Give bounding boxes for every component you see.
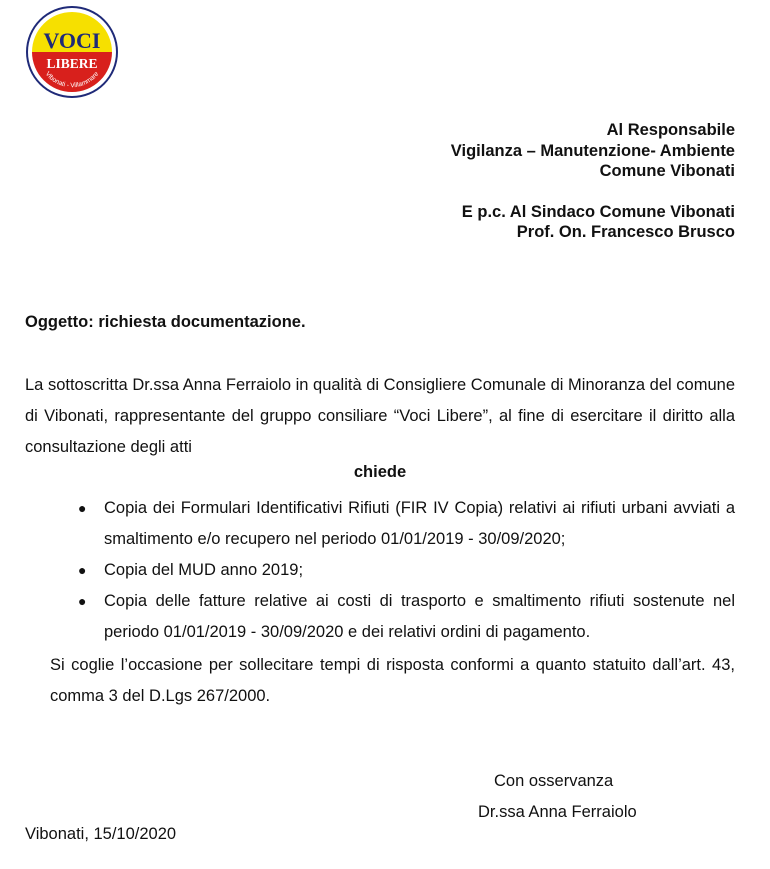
recipient-line: Al Responsabile [606,121,735,139]
logo-word-voci: VOCI [43,28,101,53]
logo-ring-text: Vibonati - Villammare [43,70,101,90]
subject-line: Oggetto: richiesta documentazione. [25,313,306,331]
cc-line: E p.c. Al Sindaco Comune Vibonati [461,202,735,221]
signature-name: Dr.ssa Anna Ferraiolo [478,803,637,821]
logo-emblem [24,6,120,98]
request-word: chiede [353,463,407,481]
bullet-icon: ● [78,593,87,609]
recipient-line: Vigilanza – Manutenzione- Ambiente [450,141,735,160]
list-item-text: Copia delle fatture relative ai costi di trasporto e smaltimento rifiuti sostenute nel periodo 01/01/2019 - 30/09/2020 e dei relativi ordini di pagamento. [104,592,735,641]
request-heading [0,463,770,482]
voci-libere-logo [24,6,120,98]
list-item-text: Copia del MUD anno 2019; [104,561,304,579]
request-list [78,493,735,648]
body-paragraph: La sottoscritta Dr.ssa Anna Ferraiolo in qualità di Consigliere Comunale di Minoranza del comune di Vibonati, rappresentante del gruppo consiliare “Voci Libere”, al fine di esercitare il diritto alla consultazione degli atti [25,376,735,456]
recipient-line: Comune Vibonati [599,162,735,180]
bullet-icon: ● [78,500,87,516]
salutation: Con osservanza [494,772,614,790]
place-date: Vibonati, 15/10/2020 [25,825,177,843]
list-item [78,555,735,586]
cc-line: Prof. On. Francesco Brusco [516,223,735,241]
logo-word-libere: LIBERE [46,56,98,71]
list-item [78,586,735,648]
recipient-block [451,120,735,243]
closing-paragraph: Si coglie l’occasione per sollecitare tempi di risposta conformi a quanto statuito dall’art. 43, comma 3 del D.Lgs 267/2000. [50,656,735,705]
list-item [78,493,735,555]
bullet-icon: ● [78,562,87,578]
list-item-text: Copia dei Formulari Identificativi Rifiuti (FIR IV Copia) relativi ai rifiuti urbani avviati a smaltimento e/o recupero nel periodo 01/01/2019 - 30/09/2020; [104,499,735,548]
